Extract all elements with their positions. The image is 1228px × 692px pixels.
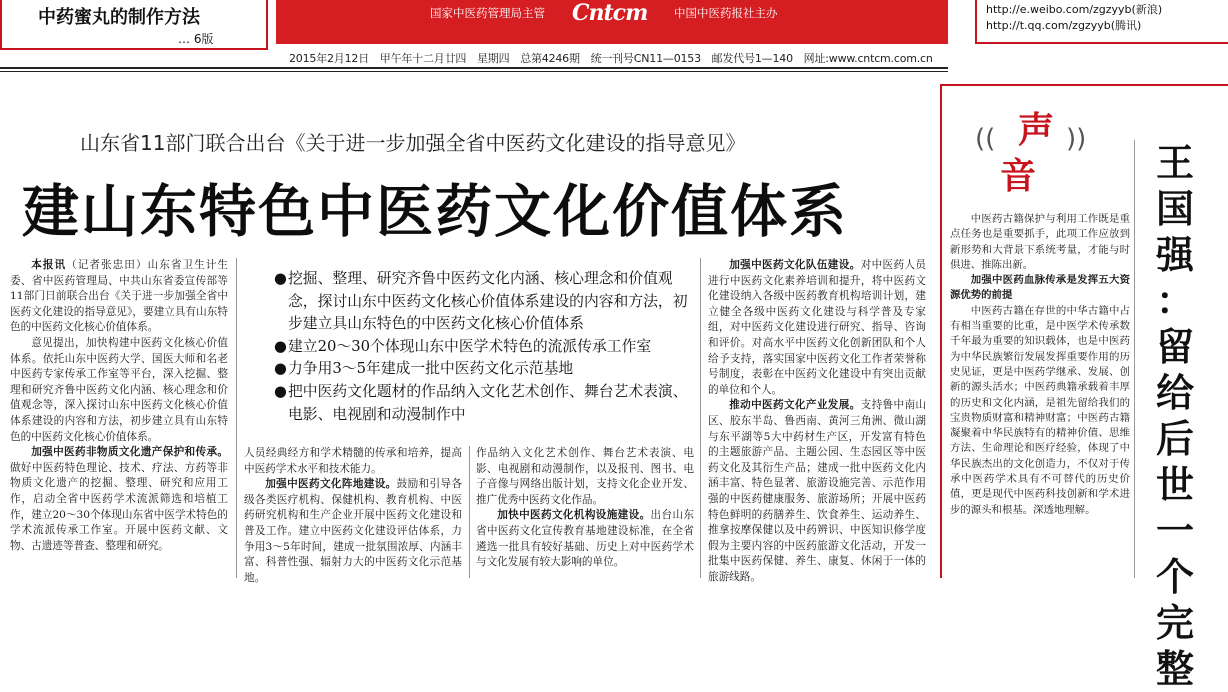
key-point: ● 建立20～30个体现山东中医学术特色的流派传承工作室	[274, 336, 694, 359]
article-subheadline: 山东省11部门联合出台《关于进一步加强全省中医药文化建设的指导意见》	[80, 131, 746, 155]
section-heading: 推动中医药文化产业发展。	[729, 399, 861, 412]
paragraph: 人员经典经方和学术精髓的传承和培养，提高中医药学术水平和技术能力。	[244, 447, 462, 475]
header-rule	[0, 67, 948, 69]
key-point: ● 把中医药文化题材的作品纳入文化艺术创作、舞台艺术表演、电影、电视剧和动漫制作中	[274, 382, 688, 423]
sidebar-vertical-title: 王 国 强 ： 留 给 后 世 一 个 完 整	[1155, 141, 1194, 691]
paragraph: 加强中医药文化阵地建设。鼓励和引导各级各类医疗机构、保健机构、教育机构、中医药研究机构和生产企业开展中医药文化建设和普及工作。建立中医药文化建设评估体系，力争用3～5年时间，建成一批氛围浓厚、内涵丰富、科普性强、辐射力大的中医药文化示范基地。	[244, 478, 463, 584]
sound-wave-right-icon: ))	[1066, 124, 1087, 154]
dateline: 2015年2月12日 甲午年十二月廿四 星期四 总第4246期 统一刊号CN11—0153 邮发代号1—140 网址:www.cntcm.com.cn	[289, 52, 933, 65]
paragraph: 加强中医药非物质文化遗产保护和传承。做好中医药特色理论、技术、疗法、方药等非物质文化遗产的挖掘、整理、研究和应用工作，启动全省中医药学术流派筛选和培植工作，建立20～30个体现山东省中医学术特色的学术流派传承工作室。开展中医药文献、文物、古遗迹等普查、整理和研究。	[10, 446, 228, 552]
section-heading: 加强中医药文化队伍建设。	[729, 259, 861, 271]
sidebar-divider	[1134, 140, 1135, 578]
teaser-title[interactable]: 中药蜜丸的制作方法	[38, 7, 200, 28]
weibo-link[interactable]: http://e.weibo.com/zgzyyb(新浪)	[986, 3, 1163, 16]
article-column-1	[10, 258, 228, 578]
key-point: ● 力争用3～5年建成一批中医药文化示范基地	[274, 358, 694, 381]
bullet-icon: ●	[274, 337, 287, 355]
banner-sponsor: 中国中医药报社主办	[674, 6, 778, 20]
dateline-tag: 本报讯	[31, 259, 67, 271]
column-divider	[700, 258, 701, 578]
paragraph: 中医药古籍保护与利用工作既是重点任务也是重要抓手，此项工作应放到新形势和大背景下系统考量，才能与时俱进、推陈出新。	[950, 213, 1130, 271]
article-headline: 建山东特色中医药文化价值体系	[22, 179, 848, 245]
header-rule-thin	[0, 71, 948, 72]
section-heading: 加强中医药文化阵地建设。	[265, 478, 397, 491]
sound-wave-left-icon: ((	[975, 124, 996, 154]
column-divider	[236, 258, 237, 578]
key-point: ● 挖掘、整理、研究齐鲁中医药文化内涵、核心理念和价值观念，探讨山东中医药文化核心价值体系建设的内容和方法，初步建立具山东特色的中医药文化核心价值体系	[274, 270, 688, 333]
article-column-2	[244, 446, 463, 584]
article-column-4	[708, 258, 927, 583]
section-heading: 加快中医药文化机构设施建设。	[497, 509, 651, 522]
paragraph: 加强中医药文化队伍建设。对中医药人员进行中医药文化素养培训和提升，将中医药文化建设纳入各级中医药教育机构培训计划，建立健全各级中医药文化建设与科学普及专家组，对中医药文化建设进行研究、指导、咨询和评价。对高水平中医药文化创新团队和个人给予支持，落实国家中医药文化工作者荣誉称号制度，表彰在中医药文化建设中有突出贡献的单位和个人。	[708, 259, 927, 396]
paragraph: 作品纳入文化艺术创作、舞台艺术表演、电影、电视剧和动漫制作，以及报刊、图书、电子音像与网络出版计划，支持文化企业开发、推广优秀中医药文化作品。	[476, 447, 694, 506]
voice-logo-bottom: 音	[1000, 156, 1037, 197]
section-heading: 加强中医药非物质文化遗产保护和传承。	[31, 446, 228, 459]
paragraph: 推动中医药文化产业发展。支持鲁中南山区、胶东半岛、鲁西南、黄河三角洲、微山湖与东平湖等5大中药材生产区，开发富有特色的主题旅游产品、主题公园、生态园区等中医药文化及其衍生产品；建成一批中医药文化内涵丰富、特色显著、旅游设施完善、示范作用强的中医药健康服务、旅游场所；开展中医药特色鲜明的药膳养生、饮食养生、运动养生、推拿按摩保健以及中药辨识、中医知识修学度假为主要内容的中医药旅游文化活动，开发一批集中医药保健、养生、康复、休闲于一体的旅游线路。	[708, 399, 927, 583]
column-divider	[469, 446, 470, 578]
bullet-icon: ●	[274, 270, 287, 287]
bullet-icon: ●	[274, 382, 287, 400]
paragraph: 加快中医药文化机构设施建设。出台山东省中医药文化宣传教育基地建设标准，在全省遴选一批具有较好基础、历史上对中医药学术与文化发展有较大影响的单位。	[476, 509, 695, 569]
banner-supervisor: 国家中医药管理局主管	[430, 6, 545, 20]
bullet-icon: ●	[274, 360, 287, 378]
key-points-list	[274, 268, 694, 426]
voice-logo-top: 声	[1018, 110, 1055, 151]
section-heading: 加强中医药血脉传承是发挥五大资源优势的前提	[950, 274, 1130, 302]
teaser-page-ref[interactable]: … 6版	[178, 32, 214, 46]
paragraph: 意见提出，加快构建中医药文化核心价值体系。依托山东中医药大学、国医大师和名老中医药专家传承工作室等平台，深入挖掘、整理和研究齐鲁中医药文化内涵、核心理念和价值观念等，深入探讨山东中医药文化核心价值体系建设的内容和方法，初步建立具有山东特色的中医药文化核心价值体系。	[10, 336, 228, 443]
sidebar-body	[950, 212, 1130, 578]
paragraph: 中医药古籍在存世的中华古籍中占有相当重要的比重，是中医学术传承数千年最为重要的知识载体，也是中医药为中华民族繁衍发展发挥重要作用的历史见证，更是中医药学继承、发展、创新的源头活水；中医药典籍承载着丰厚的历史和文化内涵，是祖先留给我们的宝贵物质财富和精神财富；中医药古籍凝聚着中华民族特有的精神价值、思维方法、生命理论和医疗经验，体现了中华民族杰出的文化创造力，不仅对于传承中医药学术具有不可替代的历史价值，更是现代中医药科技创新和学术进步的源头和根基。深透地理解。	[950, 304, 1130, 516]
cntcm-logo: Cntcm	[572, 0, 648, 26]
tencent-link[interactable]: http://t.qq.com/zgzyyb(腾讯)	[986, 19, 1142, 32]
lead-paragraph: 本报讯（记者张忠田）山东省卫生计生委、省中医药管理局、中共山东省委宣传部等11部门日前联合出台《关于进一步加强全省中医药文化建设的指导意见》，要建立具有山东特色的中医药文化核心价值体系。	[10, 259, 229, 334]
article-column-3	[476, 446, 694, 578]
